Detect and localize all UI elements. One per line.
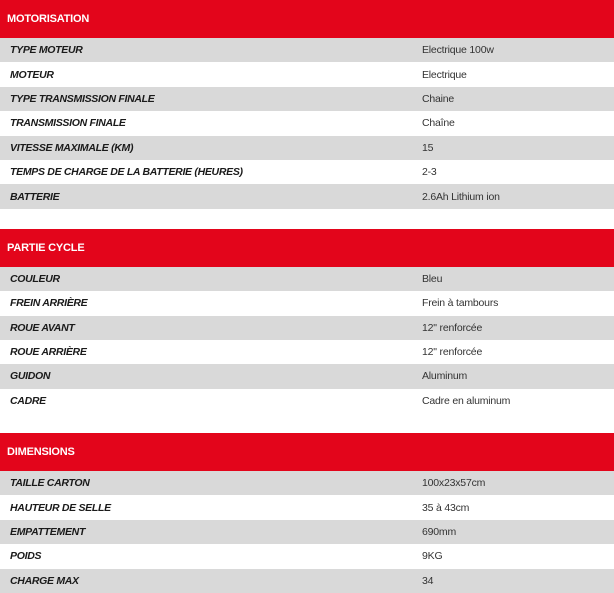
spec-label: CADRE <box>10 394 46 407</box>
spec-value: 15 <box>422 141 434 154</box>
section-partie-cycle <box>0 229 614 413</box>
spec-value: Cadre en aluminum <box>422 394 511 407</box>
spec-label: HAUTEUR DE SELLE <box>10 501 111 514</box>
spec-value: Bleu <box>422 272 443 285</box>
spec-value: Frein à tambours <box>422 297 499 310</box>
table-row <box>0 364 614 388</box>
spec-label: TEMPS DE CHARGE DE LA BATTERIE (HEURES) <box>10 166 243 179</box>
spec-value: 2-3 <box>422 166 437 179</box>
section-dimensions <box>0 433 614 593</box>
table-row <box>0 340 614 364</box>
spec-label: BATTERIE <box>10 190 60 203</box>
table-row <box>0 291 614 315</box>
spec-label: ROUE ARRIÈRE <box>10 346 87 359</box>
spec-value: 35 à 43cm <box>422 501 470 514</box>
spec-value: Chaîne <box>422 117 455 130</box>
table-row <box>0 544 614 568</box>
table-row <box>0 495 614 519</box>
spec-value: Chaine <box>422 92 455 105</box>
spec-value: Electrique <box>422 68 467 81</box>
spec-label: FREIN ARRIÈRE <box>10 297 88 310</box>
table-row <box>0 87 614 111</box>
spec-value: 100x23x57cm <box>422 477 486 490</box>
section-divider <box>0 209 614 229</box>
spec-label: GUIDON <box>10 370 51 383</box>
spec-label: MOTEUR <box>10 68 54 81</box>
spec-value: 34 <box>422 574 434 587</box>
table-row <box>0 184 614 208</box>
spec-label: TYPE TRANSMISSION FINALE <box>10 92 155 105</box>
section-motorisation <box>0 0 614 209</box>
table-row <box>0 389 614 413</box>
spec-value: Electrique 100w <box>422 44 494 57</box>
table-row <box>0 471 614 495</box>
section-divider <box>0 413 614 433</box>
table-row <box>0 160 614 184</box>
table-row <box>0 520 614 544</box>
spec-label: TYPE MOTEUR <box>10 44 83 57</box>
spec-label: ROUE AVANT <box>10 321 75 334</box>
spec-label: TRANSMISSION FINALE <box>10 117 126 130</box>
spec-value: 9KG <box>422 550 443 563</box>
section-header-motorisation: MOTORISATION <box>0 0 614 38</box>
spec-label: CHARGE MAX <box>10 574 79 587</box>
spec-label: VITESSE MAXIMALE (KM) <box>10 141 134 154</box>
table-row <box>0 569 614 593</box>
spec-value: 12" renforcée <box>422 346 483 359</box>
spec-value: Aluminum <box>422 370 468 383</box>
section-header-dimensions: DIMENSIONS <box>0 433 614 471</box>
spec-label: POIDS <box>10 550 42 563</box>
spec-value: 2.6Ah Lithium ion <box>422 190 500 203</box>
table-row <box>0 316 614 340</box>
spec-label: TAILLE CARTON <box>10 477 90 490</box>
spec-label: EMPATTEMENT <box>10 526 86 539</box>
table-row <box>0 111 614 135</box>
spec-value: 690mm <box>422 526 457 539</box>
table-row <box>0 136 614 160</box>
table-row <box>0 38 614 62</box>
spec-value: 12" renforcée <box>422 321 483 334</box>
section-header-partie-cycle: PARTIE CYCLE <box>0 229 614 267</box>
table-row <box>0 62 614 86</box>
table-row <box>0 267 614 291</box>
spec-label: COULEUR <box>10 272 60 285</box>
